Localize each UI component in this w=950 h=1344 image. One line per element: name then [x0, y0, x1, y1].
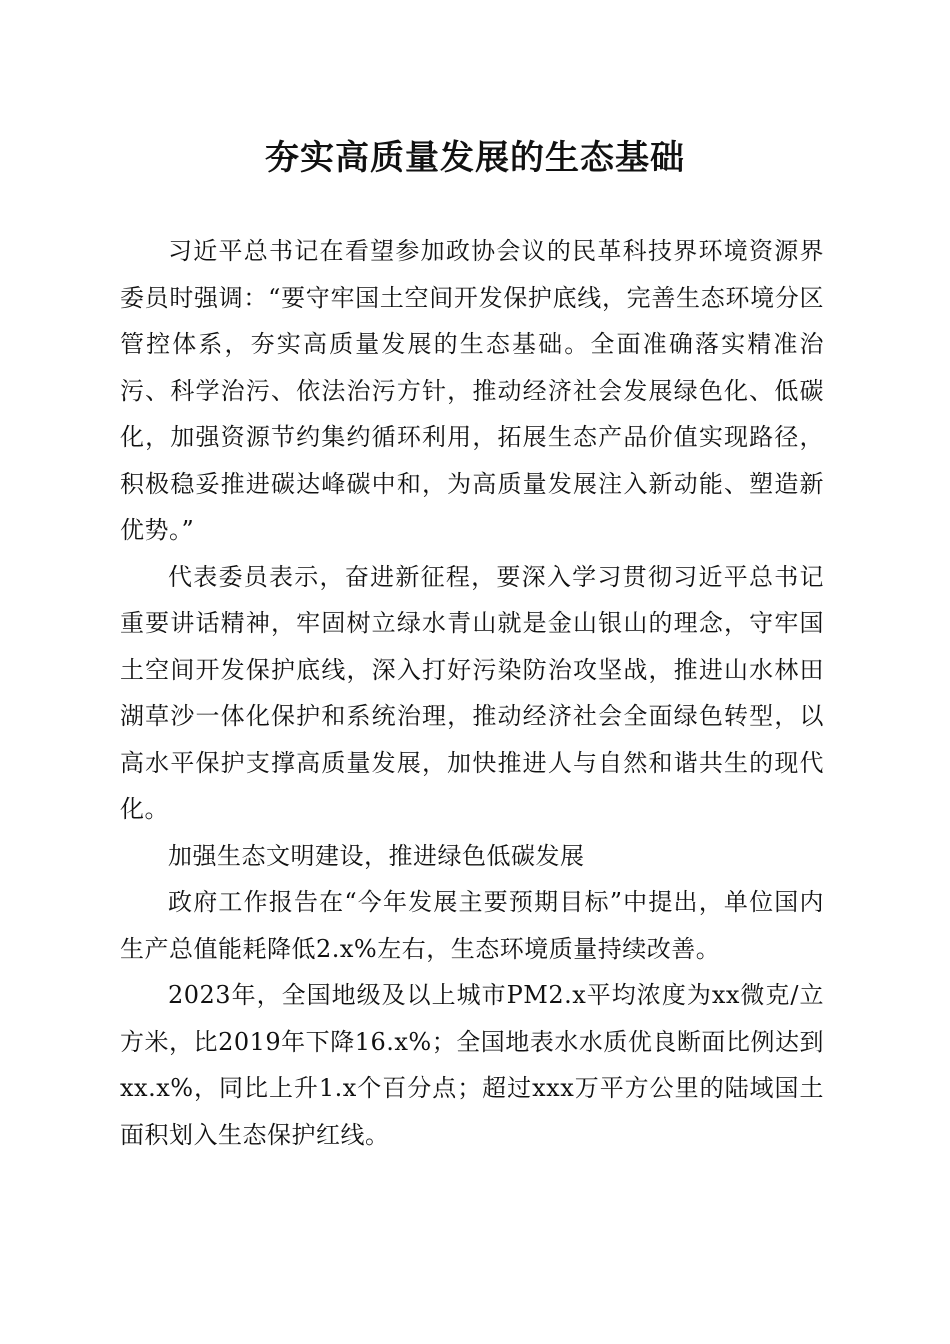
- paragraph-report: 政府工作报告在“今年发展主要预期目标”中提出，单位国内生产总值能耗降低2.x%左右，生态环境质量持续改善。: [120, 888, 824, 963]
- section-heading: 加强生态文明建设，推进绿色低碳发展: [168, 841, 585, 870]
- document-title: 夯实高质量发展的生态基础: [265, 138, 685, 178]
- paragraph-statistics: 2023年，全国地级及以上城市PM2.x平均浓度为xx微克/立方米，比2019年下降16.x%；全国地表水水质优良断面比例达到xx.x%，同比上升1.x个百分点；超过xxx万平方公里的陆域国土面积划入生态保护红线。: [120, 981, 824, 1149]
- paragraph-delegates: 代表委员表示，奋进新征程，要深入学习贯彻习近平总书记重要讲话精神，牢固树立绿水青山就是金山银山的理念，守牢国土空间开发保护底线，深入打好污染防治攻坚战，推进山水林田湖草沙一体化保护和系统治理，推动经济社会全面绿色转型，以高水平保护支撑高质量发展，加快推进人与自然和谐共生的现代化。: [120, 562, 824, 823]
- paragraph-quote: 习近平总书记在看望参加政协会议的民革科技界环境资源界委员时强调：“要守牢国土空间开发保护底线，完善生态环境分区管控体系，夯实高质量发展的生态基础。全面准确落实精准治污、科学治污、依法治污方针，推动经济社会发展绿色化、低碳化，加强资源节约集约循环利用，拓展生态产品价值实现路径，积极稳妥推进碳达峰碳中和，为高质量发展注入新动能、塑造新优势。”: [120, 237, 824, 544]
- document-body: [120, 228, 824, 1158]
